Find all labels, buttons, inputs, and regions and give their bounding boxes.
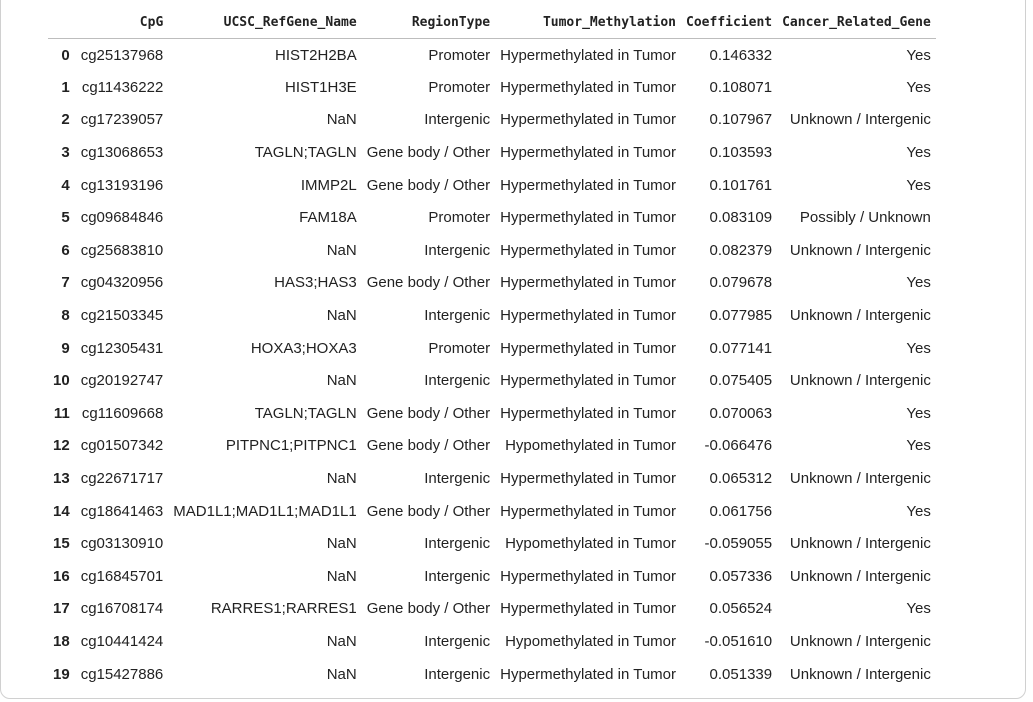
table-row: [48, 332, 936, 365]
row-index: 5: [61, 209, 70, 227]
cell-cancer-related-gene: Unknown / Intergenic: [789, 241, 931, 259]
cell-cancer-related-gene: Unknown / Intergenic: [789, 307, 931, 325]
cell-coefficient: 0.107967: [709, 111, 773, 129]
cell-gene-name: HIST1H3E: [285, 78, 357, 96]
table-row: [48, 234, 936, 267]
cell-coefficient: 0.065312: [709, 470, 773, 488]
cell-tumor-methylation: Hypermethylated in Tumor: [500, 470, 677, 488]
header-cpg: CpG: [76, 6, 169, 39]
cell-cancer-related-gene: Unknown / Intergenic: [789, 567, 931, 585]
cell-coefficient: 0.070063: [709, 404, 773, 422]
cell-tumor-methylation: Hypermethylated in Tumor: [500, 209, 677, 227]
cell-cpg: cg25137968: [80, 46, 164, 64]
row-index: 14: [53, 502, 70, 520]
cell-coefficient: 0.108071: [709, 78, 773, 96]
cell-coefficient: 0.057336: [709, 567, 773, 585]
cell-coefficient: 0.077141: [709, 339, 773, 357]
cell-tumor-methylation: Hypermethylated in Tumor: [500, 111, 677, 129]
table-row: [48, 560, 936, 593]
cell-gene-name: NaN: [326, 111, 357, 129]
cell-cpg: cg04320956: [80, 274, 164, 292]
header-coefficient: Coefficient: [681, 6, 777, 39]
cell-gene-name: NaN: [326, 372, 357, 390]
cell-tumor-methylation: Hypermethylated in Tumor: [500, 567, 677, 585]
cell-cpg: cg22671717: [80, 470, 164, 488]
table-row: [48, 104, 936, 137]
cell-region-type: Gene body / Other: [366, 404, 491, 422]
cell-cancer-related-gene: Yes: [906, 600, 931, 618]
cell-tumor-methylation: Hypermethylated in Tumor: [500, 502, 677, 520]
cell-cancer-related-gene: Yes: [906, 46, 931, 64]
cell-cpg: cg15427886: [80, 665, 164, 683]
cell-tumor-methylation: Hypermethylated in Tumor: [500, 372, 677, 390]
cell-coefficient: 0.056524: [709, 600, 773, 618]
table-body: [48, 39, 936, 691]
header-gene-name: UCSC_RefGene_Name: [168, 6, 361, 39]
cell-region-type: Intergenic: [424, 372, 491, 390]
row-index: 19: [53, 665, 70, 683]
cell-gene-name: IMMP2L: [300, 176, 357, 194]
cell-tumor-methylation: Hypermethylated in Tumor: [500, 307, 677, 325]
table-row: [48, 495, 936, 528]
cell-cancer-related-gene: Unknown / Intergenic: [789, 665, 931, 683]
row-index: 2: [61, 111, 70, 129]
cell-coefficient: 0.061756: [709, 502, 773, 520]
cell-cancer-related-gene: Yes: [906, 404, 931, 422]
cell-gene-name: TAGLN;TAGLN: [254, 144, 357, 162]
row-index: 16: [53, 567, 70, 585]
cell-coefficient: 0.077985: [709, 307, 773, 325]
cell-cancer-related-gene: Yes: [906, 437, 931, 455]
table-header: [48, 6, 936, 39]
cell-cpg: cg17239057: [80, 111, 164, 129]
cell-cpg: cg16845701: [80, 567, 164, 585]
cell-coefficient: 0.101761: [709, 176, 773, 194]
cell-region-type: Intergenic: [424, 665, 491, 683]
cell-gene-name: NaN: [326, 632, 357, 650]
table-row: [48, 527, 936, 560]
cell-cancer-related-gene: Yes: [906, 176, 931, 194]
cell-cpg: cg21503345: [80, 307, 164, 325]
cell-cpg: cg13193196: [80, 176, 164, 194]
row-index: 1: [61, 78, 70, 96]
cell-gene-name: NaN: [326, 535, 357, 553]
row-index: 13: [53, 470, 70, 488]
cell-coefficient: -0.066476: [704, 437, 773, 455]
row-index: 10: [53, 372, 70, 390]
cell-cpg: cg11609668: [81, 404, 164, 422]
cell-tumor-methylation: Hypermethylated in Tumor: [500, 404, 677, 422]
cell-gene-name: PITPNC1;PITPNC1: [225, 437, 357, 455]
cell-cpg: cg10441424: [80, 632, 164, 650]
table-row: [48, 593, 936, 626]
cell-cancer-related-gene: Yes: [906, 78, 931, 96]
cell-cancer-related-gene: Yes: [906, 502, 931, 520]
cell-coefficient: -0.059055: [704, 535, 773, 553]
cell-gene-name: FAM18A: [299, 209, 357, 227]
table-row: [48, 169, 936, 202]
cell-gene-name: TAGLN;TAGLN: [254, 404, 357, 422]
cell-cpg: cg11436222: [81, 78, 164, 96]
cell-coefficient: 0.079678: [709, 274, 773, 292]
table-row: [48, 658, 936, 691]
cell-gene-name: MAD1L1;MAD1L1;MAD1L1: [173, 502, 357, 520]
cell-region-type: Gene body / Other: [366, 502, 491, 520]
row-index: 17: [53, 600, 70, 618]
cell-cpg: cg20192747: [80, 372, 164, 390]
cell-tumor-methylation: Hypomethylated in Tumor: [505, 437, 677, 455]
table-row: [48, 430, 936, 463]
cell-region-type: Intergenic: [424, 111, 491, 129]
table-row: [48, 299, 936, 332]
cell-region-type: Gene body / Other: [366, 437, 491, 455]
cell-tumor-methylation: Hypermethylated in Tumor: [500, 600, 677, 618]
cell-region-type: Gene body / Other: [366, 176, 491, 194]
cell-gene-name: NaN: [326, 470, 357, 488]
cell-coefficient: -0.051610: [704, 632, 773, 650]
cell-gene-name: HOXA3;HOXA3: [250, 339, 357, 357]
cell-cancer-related-gene: Unknown / Intergenic: [789, 470, 931, 488]
cell-coefficient: 0.103593: [709, 144, 773, 162]
cell-tumor-methylation: Hypomethylated in Tumor: [505, 632, 677, 650]
cell-cancer-related-gene: Yes: [906, 339, 931, 357]
cell-region-type: Gene body / Other: [366, 274, 491, 292]
cell-cancer-related-gene: Yes: [906, 144, 931, 162]
row-index: 15: [53, 535, 70, 553]
header-cancer-related-gene: Cancer_Related_Gene: [777, 6, 936, 39]
cell-cpg: cg25683810: [80, 241, 164, 259]
cell-gene-name: NaN: [326, 665, 357, 683]
row-index: 18: [53, 632, 70, 650]
header-index: [48, 6, 76, 39]
cell-region-type: Intergenic: [424, 632, 491, 650]
cell-region-type: Promoter: [428, 209, 491, 227]
cell-region-type: Gene body / Other: [366, 600, 491, 618]
cell-tumor-methylation: Hypermethylated in Tumor: [500, 46, 677, 64]
cell-region-type: Intergenic: [424, 567, 491, 585]
row-index: 4: [61, 176, 70, 194]
cell-gene-name: HAS3;HAS3: [274, 274, 357, 292]
table-row: [48, 625, 936, 658]
cell-gene-name: RARRES1;RARRES1: [210, 600, 357, 618]
cell-tumor-methylation: Hypermethylated in Tumor: [500, 274, 677, 292]
table-row: [48, 39, 936, 72]
cell-cancer-related-gene: Unknown / Intergenic: [789, 111, 931, 129]
header-region-type: RegionType: [362, 6, 495, 39]
row-index: 9: [61, 339, 70, 357]
cell-tumor-methylation: Hypermethylated in Tumor: [500, 144, 677, 162]
cell-tumor-methylation: Hypomethylated in Tumor: [505, 535, 677, 553]
table-row: [48, 267, 936, 300]
header-row: [48, 6, 936, 39]
cell-tumor-methylation: Hypermethylated in Tumor: [500, 241, 677, 259]
cell-coefficient: 0.146332: [709, 46, 773, 64]
cell-cpg: cg09684846: [80, 209, 164, 227]
table-row: [48, 462, 936, 495]
cell-gene-name: NaN: [326, 307, 357, 325]
cell-region-type: Intergenic: [424, 241, 491, 259]
row-index: 6: [61, 241, 70, 259]
cell-cancer-related-gene: Unknown / Intergenic: [789, 632, 931, 650]
cell-region-type: Gene body / Other: [366, 144, 491, 162]
cell-cancer-related-gene: Possibly / Unknown: [799, 209, 931, 227]
cell-gene-name: NaN: [326, 567, 357, 585]
row-index: 12: [53, 437, 70, 455]
cell-region-type: Promoter: [428, 78, 491, 96]
cell-coefficient: 0.083109: [709, 209, 773, 227]
cell-gene-name: HIST2H2BA: [275, 46, 357, 64]
row-index: 11: [53, 404, 70, 422]
row-index: 7: [61, 274, 70, 292]
cell-cpg: cg01507342: [80, 437, 164, 455]
cell-tumor-methylation: Hypermethylated in Tumor: [500, 665, 677, 683]
cell-region-type: Intergenic: [424, 307, 491, 325]
cell-region-type: Intergenic: [424, 470, 491, 488]
header-tumor-methylation: Tumor_Methylation: [495, 6, 681, 39]
cell-cancer-related-gene: Yes: [906, 274, 931, 292]
row-index: 0: [61, 46, 70, 64]
cell-region-type: Promoter: [428, 339, 491, 357]
cell-cpg: cg16708174: [80, 600, 164, 618]
cell-region-type: Promoter: [428, 46, 491, 64]
table-row: [48, 364, 936, 397]
cell-cpg: cg13068653: [80, 144, 164, 162]
cell-cancer-related-gene: Unknown / Intergenic: [789, 535, 931, 553]
cell-cpg: cg18641463: [80, 502, 164, 520]
cell-tumor-methylation: Hypermethylated in Tumor: [500, 176, 677, 194]
cell-cpg: cg03130910: [80, 535, 164, 553]
table-row: [48, 136, 936, 169]
cell-gene-name: NaN: [326, 241, 357, 259]
cell-coefficient: 0.051339: [709, 665, 773, 683]
cell-cpg: cg12305431: [80, 339, 164, 357]
cell-cancer-related-gene: Unknown / Intergenic: [789, 372, 931, 390]
cell-coefficient: 0.075405: [709, 372, 773, 390]
table-row: [48, 71, 936, 104]
cell-coefficient: 0.082379: [709, 241, 773, 259]
cell-region-type: Intergenic: [424, 535, 491, 553]
table-row: [48, 201, 936, 234]
row-index: 3: [61, 144, 70, 162]
dataframe-table: [48, 6, 936, 690]
row-index: 8: [61, 307, 70, 325]
cell-tumor-methylation: Hypermethylated in Tumor: [500, 78, 677, 96]
cell-tumor-methylation: Hypermethylated in Tumor: [500, 339, 677, 357]
table-row: [48, 397, 936, 430]
